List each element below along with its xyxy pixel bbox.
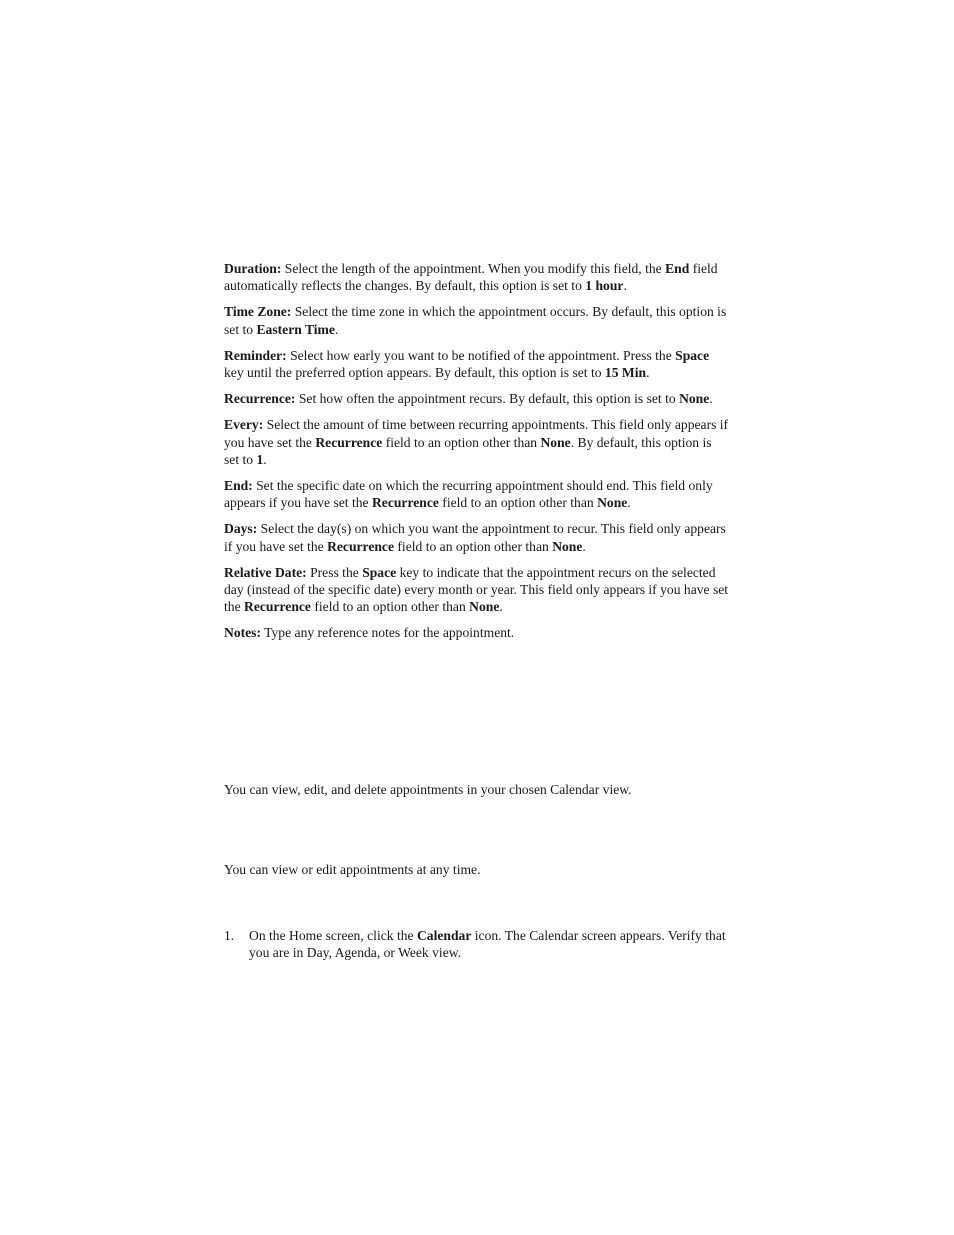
bold-term: 1 hour [585,278,624,294]
field-description [224,520,730,554]
body-text: Set how often the appointment recurs. By default, this option is set to [295,391,680,407]
body-text: . By default, this option is set to [224,434,712,467]
body-text: Press the [306,564,363,580]
body-text: field automatically reflects the changes. By default, this option is set to [224,261,718,294]
field-description [224,347,730,381]
body-text: . [263,451,267,467]
field-description [224,477,730,511]
body-text: Select how early you want to be notified of the appointment. Press the [286,347,676,363]
body-text: . [627,495,631,511]
body-text: key until the preferred option appears. By default, this option is set to [224,365,605,381]
body-text: Select the time zone in which the appointment occurs. By default, this option is set to [224,304,727,337]
step-number: 1. [224,928,235,943]
body-text: . [623,278,627,294]
body-text: Select the day(s) on which you want the appointment to recur. This field only appears if you have set the [224,521,726,554]
bold-term: Relative Date: [224,564,307,580]
field-description [224,624,730,641]
field-description [224,564,730,616]
bold-term: None [540,434,571,450]
body-text: On the Home screen, click the [249,928,417,943]
body-text: . [334,321,339,337]
bold-term: Recurrence: [224,391,296,407]
body-text: field to an option other than [394,538,553,554]
document-page [224,260,730,961]
bold-term: 1 [256,451,264,467]
body-text: field to an option other than [382,434,541,450]
body-text: Set the specific date on which the recurring appointment should end. This field only appears if you have set the [224,478,713,511]
step-text [249,927,730,961]
field-descriptions [224,260,730,642]
body-text: . [709,391,713,407]
step-item [224,927,730,961]
bold-term: 15 Min [604,365,647,381]
bold-term: None [597,495,628,511]
view-paragraph: You can view or edit appointments at any time. [224,862,481,877]
body-text: . [582,538,586,554]
bold-term: Space [362,564,397,580]
body-text: field to an option other than [438,495,598,511]
bold-term: Recurrence [244,599,311,615]
bold-term: Recurrence [371,495,439,511]
body-text: icon. The Calendar screen appears. Verify that you are in Day, Agenda, or Week view. [249,928,726,961]
body-text: Select the length of the appointment. When you modify this field, the [281,261,666,276]
bold-term: Recurrence [327,538,394,554]
bold-term: Eastern Time [256,321,335,337]
intro-paragraph: You can view, edit, and delete appointments in your chosen Calendar view. [224,782,632,797]
bold-term: Space [675,347,710,363]
bold-term: Recurrence [315,434,383,450]
bold-term: Notes: [224,625,261,641]
bold-term: End: [224,478,253,494]
body-text: . [499,599,503,615]
body-text: . [646,365,650,381]
bold-term: None [679,391,710,407]
field-description [224,303,730,337]
bold-term: None [552,538,583,554]
bold-term: Reminder: [224,347,287,363]
bold-term: Calendar [416,928,472,943]
bold-term: Days: [224,521,258,537]
body-text: Select the amount of time between recurring appointments. This field only appears if you have set the [224,417,729,450]
field-description [224,390,730,407]
bold-term: Time Zone: [224,304,292,320]
bold-term: End [665,261,690,276]
body-text: key to indicate that the appointment recurs on the selected day (instead of the specific date) every month or year. This field only appears if you have set the [224,564,729,615]
field-description [224,416,730,468]
bold-term: Every: [224,417,264,433]
body-text: Type any reference notes for the appointment. [261,625,515,641]
bold-term: None [469,599,500,615]
field-description [224,260,730,294]
bold-term: Duration: [224,261,282,276]
body-text: field to an option other than [310,599,470,615]
